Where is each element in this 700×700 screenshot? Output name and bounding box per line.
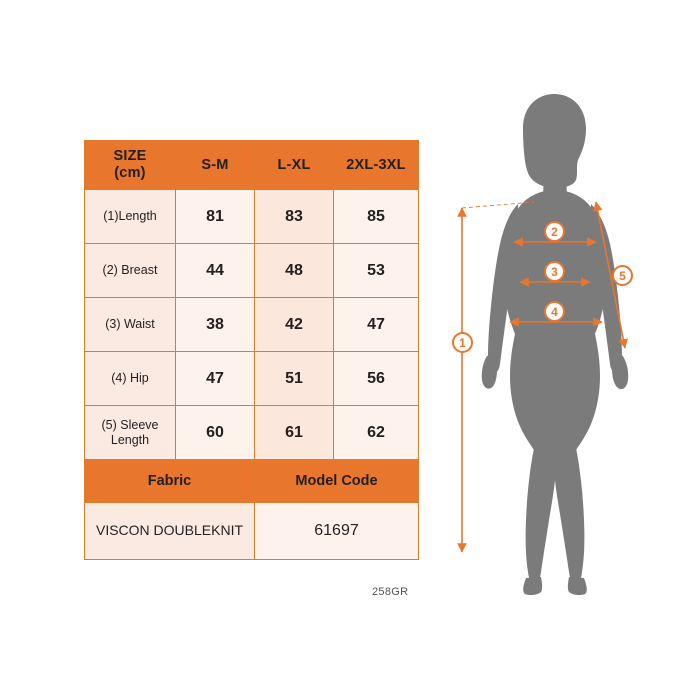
row-label-length: (1)Length <box>85 190 176 244</box>
cell-length-l-xl: 83 <box>255 190 334 244</box>
cell-sleeve-l-xl: 61 <box>255 406 334 460</box>
marker-3: 3 <box>544 261 565 282</box>
cell-breast-s-m: 44 <box>176 244 255 298</box>
cell-breast-l-xl: 48 <box>255 244 334 298</box>
header-col-2xl-3xl: 2XL-3XL <box>334 141 419 190</box>
table-row <box>85 244 419 298</box>
row-label-waist: (3) Waist <box>85 298 176 352</box>
cell-sleeve-s-m: 60 <box>176 406 255 460</box>
cell-breast-2xl-3xl: 53 <box>334 244 419 298</box>
cell-hip-s-m: 47 <box>176 352 255 406</box>
cell-hip-l-xl: 51 <box>255 352 334 406</box>
header-col-l-xl: L-XL <box>255 141 334 190</box>
row-label-breast: (2) Breast <box>85 244 176 298</box>
table-row <box>85 406 419 460</box>
marker-2: 2 <box>544 221 565 242</box>
marker-4: 4 <box>544 301 565 322</box>
table-footer-value-row <box>85 503 419 560</box>
footer-header-fabric: Fabric <box>85 460 255 503</box>
header-size-line1: SIZE <box>113 148 147 165</box>
header-size-cm <box>85 141 176 190</box>
row-label-sleeve-length: (5) Sleeve Length <box>85 406 176 460</box>
marker-5: 5 <box>612 265 633 286</box>
table-row <box>85 190 419 244</box>
table-row <box>85 298 419 352</box>
mannequin-diagram <box>430 90 680 610</box>
cell-waist-2xl-3xl: 47 <box>334 298 419 352</box>
footer-value-model-code: 61697 <box>255 503 419 560</box>
marker-1: 1 <box>452 332 473 353</box>
cell-waist-s-m: 38 <box>176 298 255 352</box>
header-size-line2: (cm) <box>114 165 146 181</box>
sku-code: 258GR <box>372 586 409 598</box>
cell-length-2xl-3xl: 85 <box>334 190 419 244</box>
header-col-s-m: S-M <box>176 141 255 190</box>
table-footer-header-row <box>85 460 419 503</box>
cell-hip-2xl-3xl: 56 <box>334 352 419 406</box>
female-silhouette-icon <box>482 94 628 595</box>
cell-length-s-m: 81 <box>176 190 255 244</box>
table-row <box>85 352 419 406</box>
row-label-hip: (4) Hip <box>85 352 176 406</box>
cell-waist-l-xl: 42 <box>255 298 334 352</box>
size-chart-table <box>84 140 419 560</box>
cell-sleeve-2xl-3xl: 62 <box>334 406 419 460</box>
footer-value-fabric: VISCON DOUBLEKNIT <box>85 503 255 560</box>
table-header-row <box>85 141 419 190</box>
footer-header-model-code: Model Code <box>255 460 419 503</box>
